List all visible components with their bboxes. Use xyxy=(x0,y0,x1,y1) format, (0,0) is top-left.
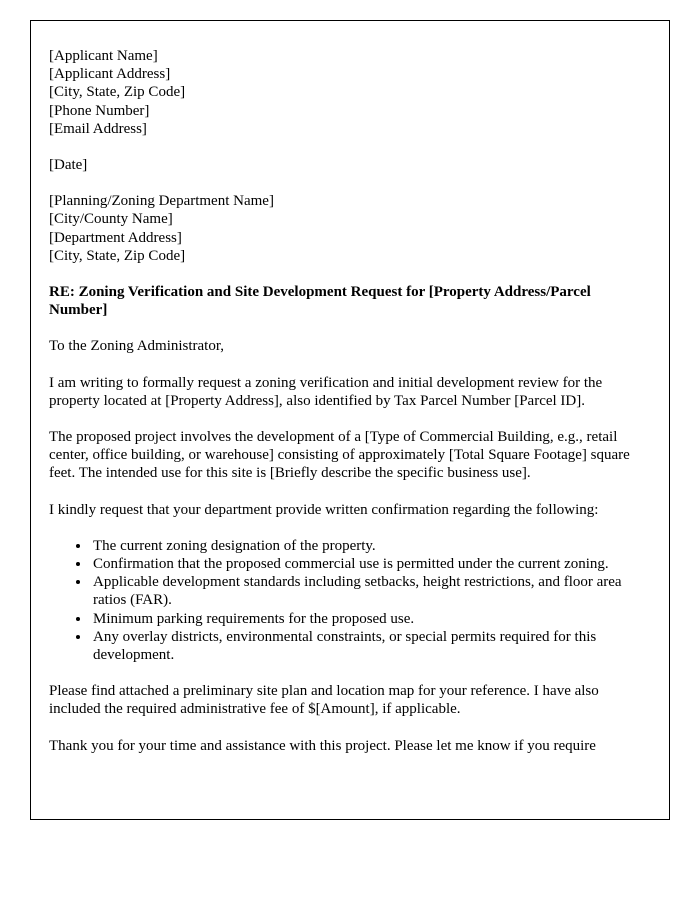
confirmation-items-list xyxy=(49,537,651,664)
recipient-city-state-zip: [City, State, Zip Code] xyxy=(49,247,186,264)
paragraph-confirmation-request: I kindly request that your department provide written confirmation regarding the following: xyxy=(49,501,599,518)
paragraph-request-intro: I am writing to formally request a zoning verification and initial development review for the property located at [Property Address], also identified by Tax Parcel Number [Parcel ID]. xyxy=(49,374,603,409)
recipient-block xyxy=(49,192,651,265)
date-block xyxy=(49,156,651,174)
applicant-name: [Applicant Name] xyxy=(49,48,158,64)
recipient-department: [Planning/Zoning Department Name] xyxy=(49,193,274,210)
list-item-overlay-districts: • Any overlay districts, environmental constraints, or special permits required for this development. xyxy=(91,628,651,664)
date-line: [Date] xyxy=(49,157,88,174)
recipient-city-county: [City/County Name] xyxy=(49,211,173,228)
list-item-parking-requirements: • Minimum parking requirements for the proposed use. xyxy=(91,610,651,628)
letter-page xyxy=(30,20,670,820)
subject-line: RE: Zoning Verification and Site Development Request for [Property Address/Parcel Number] xyxy=(49,284,591,319)
list-item-zoning-designation: • The current zoning designation of the property. xyxy=(91,537,651,555)
paragraph-project-description: The proposed project involves the development of a [Type of Commercial Building, e.g., retail center, office building, or warehouse] consisting of approximately [Total Square Footage] square feet. The intended use for this site is [Briefly describe the specific business use]. xyxy=(49,429,630,482)
applicant-city-state-zip: [City, State, Zip Code] xyxy=(49,84,186,101)
list-item-development-standards: • Applicable development standards including setbacks, height restrictions, and floor area ratios (FAR). xyxy=(91,573,651,609)
applicant-block xyxy=(49,47,651,138)
recipient-address: [Department Address] xyxy=(49,229,182,246)
applicant-phone: [Phone Number] xyxy=(49,102,150,119)
applicant-address: [Applicant Address] xyxy=(49,66,171,83)
salutation: To the Zoning Administrator, xyxy=(49,338,224,355)
applicant-email: [Email Address] xyxy=(49,120,147,137)
list-item-use-permitted: • Confirmation that the proposed commercial use is permitted under the current zoning. xyxy=(91,555,651,573)
paragraph-closing: Thank you for your time and assistance with this project. Please let me know if you require xyxy=(49,737,596,754)
paragraph-attachments: Please find attached a preliminary site plan and location map for your reference. I have also included the required administrative fee of $[Amount], if applicable. xyxy=(49,683,599,718)
